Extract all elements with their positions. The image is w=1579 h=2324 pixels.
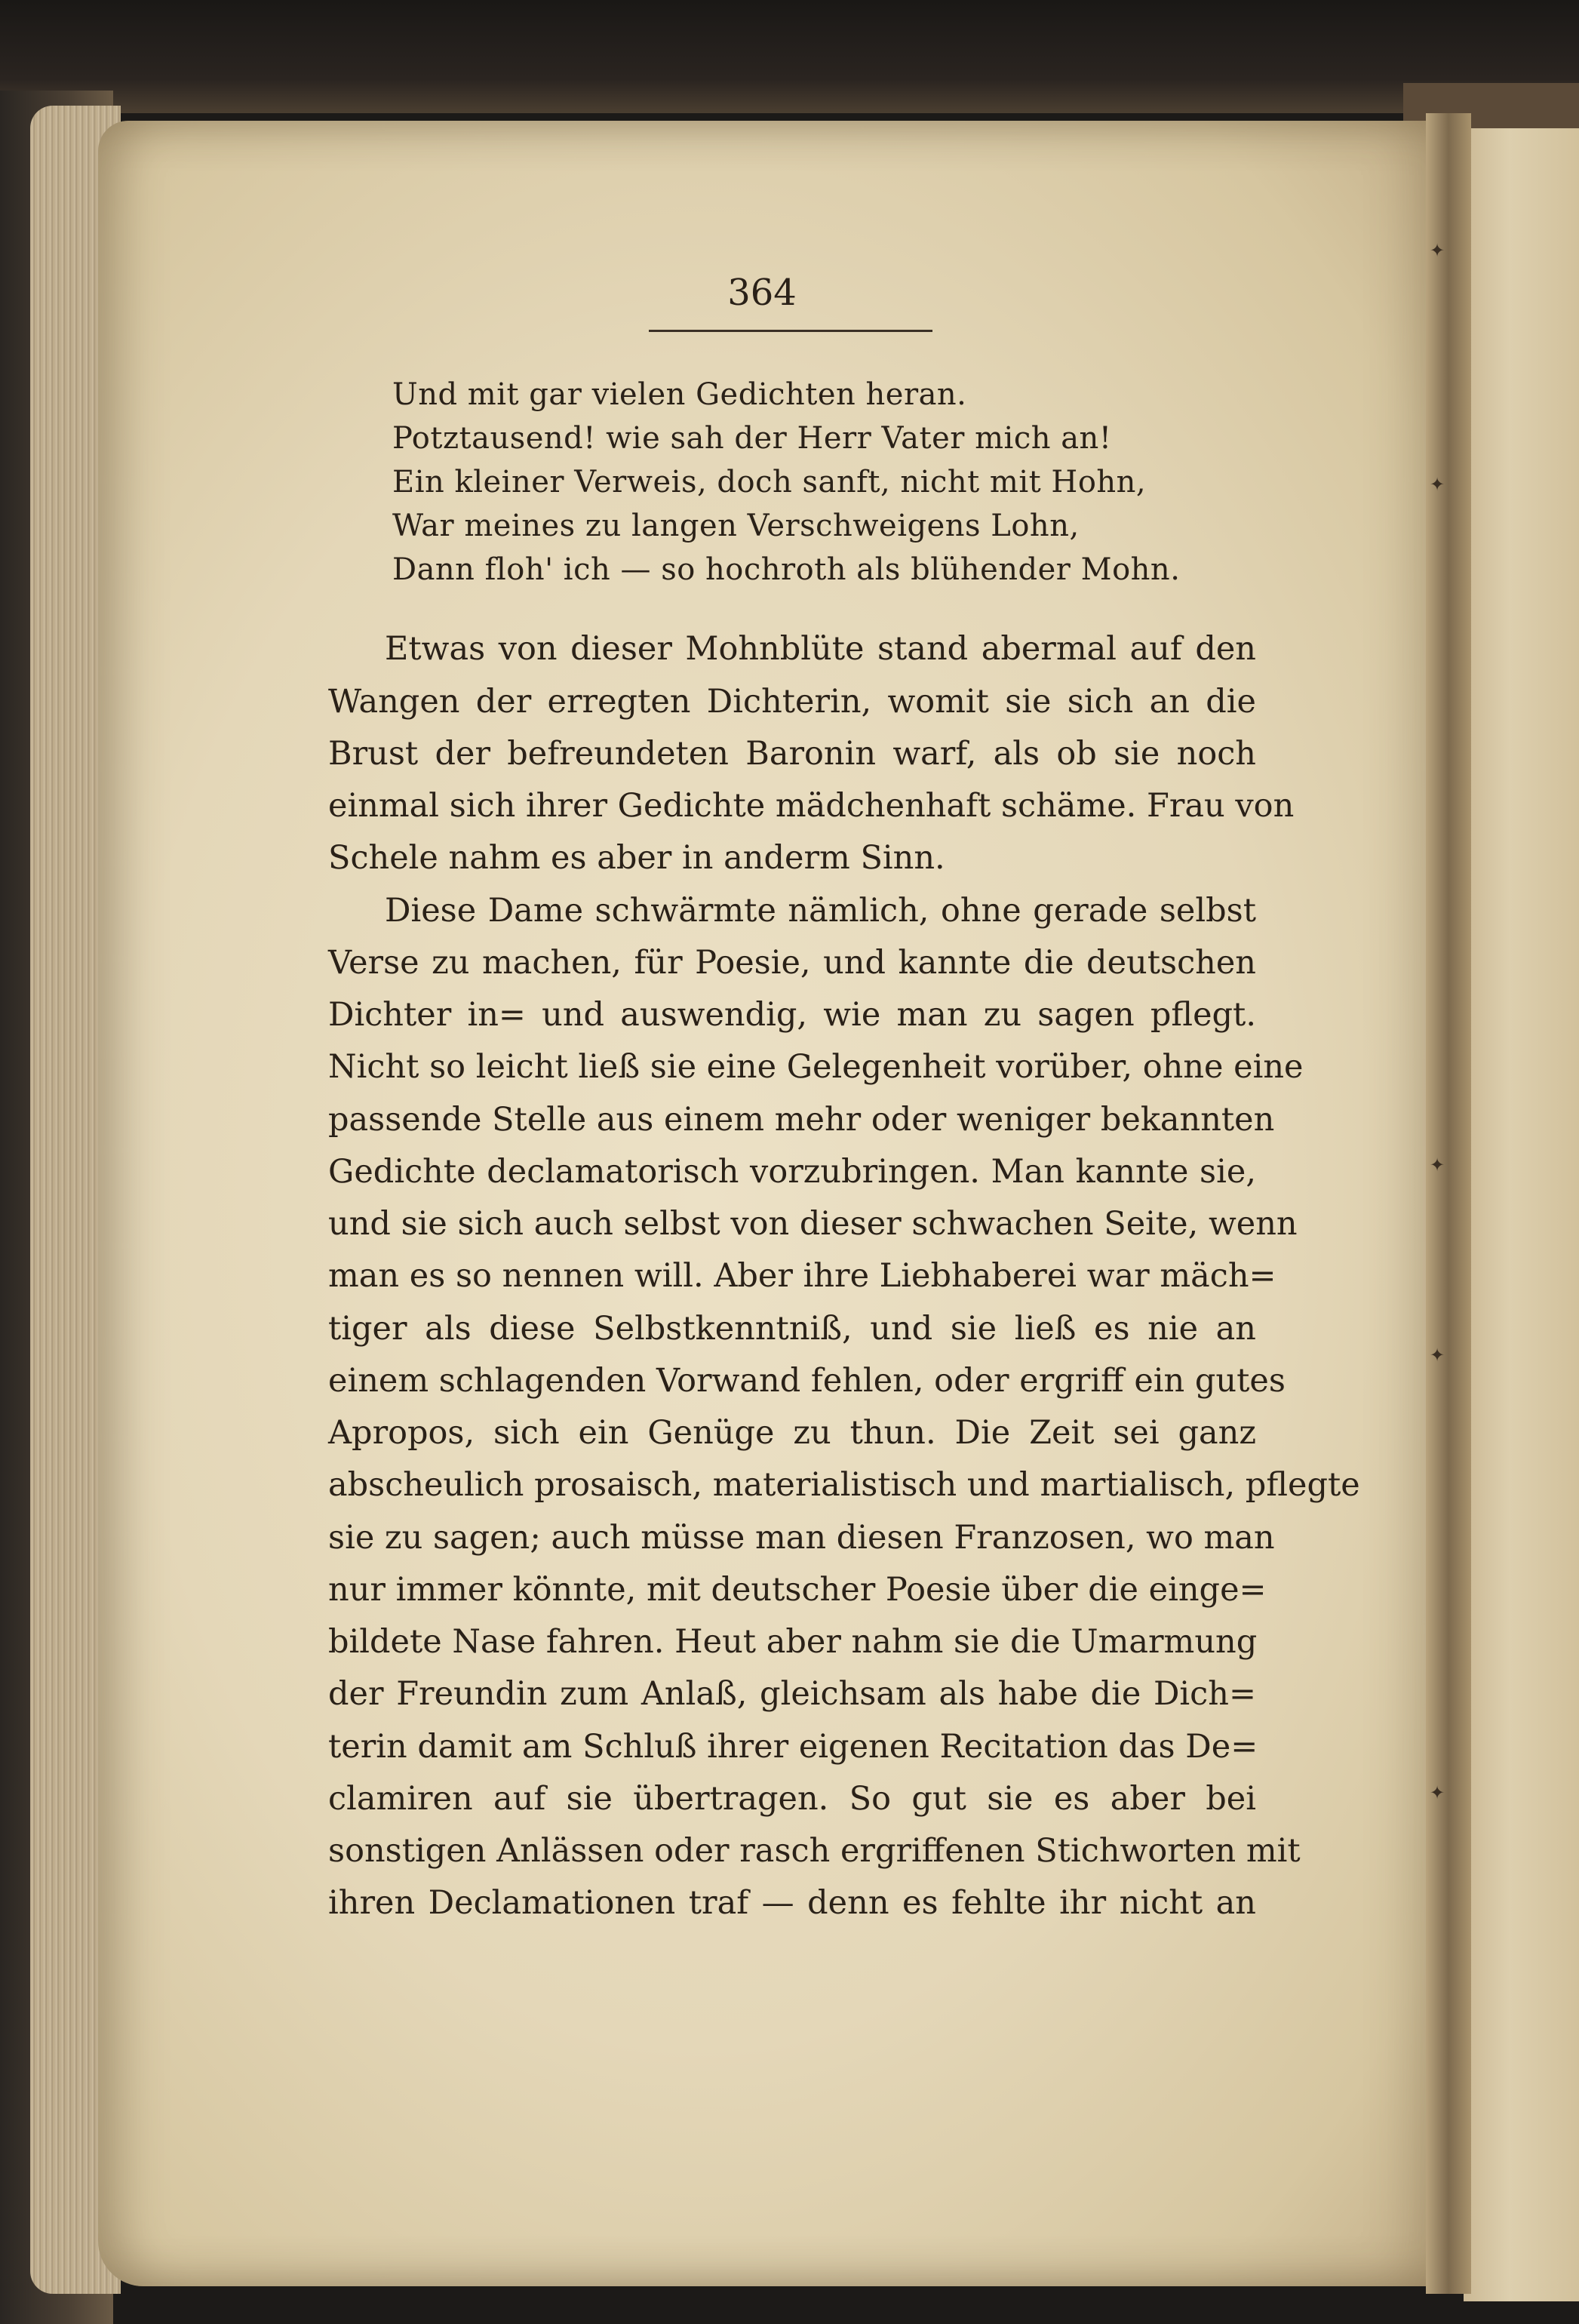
poem-line: Ein kleiner Verweis, doch sanft, nicht mit Hohn, <box>392 465 1147 500</box>
text-line: Apropos, sich ein Genüge zu thun. Die Zeit sei ganz <box>328 1414 1256 1452</box>
text-line: der Freundin zum Anlaß, gleichsam als habe die Dich= <box>328 1675 1256 1713</box>
text-line: passende Stelle aus einem mehr oder weniger bekannten <box>328 1101 1275 1139</box>
poem-line: Potztausend! wie sah der Herr Vater mich an! <box>392 421 1112 456</box>
text-line: Diese Dame schwärmte nämlich, ohne gerade selbst <box>385 892 1256 930</box>
text-line: und sie sich auch selbst von dieser schwachen Seite, wenn <box>328 1205 1298 1243</box>
text-line: ihren Declamationen traf — denn es fehlte ihr nicht an <box>328 1884 1256 1922</box>
text-line: Etwas von dieser Mohnblüte stand abermal auf den <box>385 630 1256 668</box>
poem-line: Und mit gar vielen Gedichten heran. <box>392 377 967 412</box>
facing-page-edge <box>1464 98 1579 2301</box>
margin-tick-mark: ✦ <box>1430 474 1445 495</box>
text-line: bildete Nase fahren. Heut aber nahm sie die Umarmung <box>328 1623 1258 1661</box>
text-line: sonstigen Anlässen oder rasch ergriffenen Stichworten mit <box>328 1832 1301 1870</box>
poem-line: War meines zu langen Verschweigens Lohn, <box>392 509 1080 543</box>
header-rule <box>649 330 932 332</box>
text-line: Brust der befreundeten Baronin warf, als ob sie noch <box>328 735 1256 773</box>
text-line: Nicht so leicht ließ sie eine Gelegenheit vorüber, ohne eine <box>328 1048 1304 1086</box>
text-line: clamiren auf sie übertragen. So gut sie es aber bei <box>328 1780 1256 1818</box>
text-line: terin damit am Schluß ihrer eigenen Recitation das De= <box>328 1728 1258 1766</box>
text-line: Schele nahm es aber in anderm Sinn. <box>328 839 945 877</box>
margin-tick-mark: ✦ <box>1430 1345 1445 1366</box>
text-line: abscheulich prosaisch, materialistisch und martialisch, pflegte <box>328 1466 1360 1504</box>
margin-tick-mark: ✦ <box>1430 1782 1445 1803</box>
text-line: Verse zu machen, für Poesie, und kannte die deutschen <box>328 944 1256 982</box>
text-line: Gedichte declamatorisch vorzubringen. Man kannte sie, <box>328 1153 1256 1191</box>
text-line: man es so nennen will. Aber ihre Liebhaberei war mäch= <box>328 1257 1276 1295</box>
text-line: tiger als diese Selbstkenntniß, und sie ließ es nie an <box>328 1310 1256 1348</box>
text-line: einmal sich ihrer Gedichte mädchenhaft schäme. Frau von <box>328 787 1295 825</box>
margin-tick-mark: ✦ <box>1430 1154 1445 1176</box>
background-top <box>0 0 1579 113</box>
text-line: nur immer könnte, mit deutscher Poesie über die einge= <box>328 1571 1267 1609</box>
page-number: 364 <box>727 272 797 314</box>
margin-tick-mark: ✦ <box>1430 240 1445 261</box>
text-line: Dichter in= und auswendig, wie man zu sagen pflegt. <box>328 996 1256 1034</box>
page-gutter <box>1426 113 1471 2294</box>
poem-line: Dann floh' ich — so hochroth als blühender Mohn. <box>392 552 1181 587</box>
text-line: sie zu sagen; auch müsse man diesen Franzosen, wo man <box>328 1519 1275 1557</box>
text-line: einem schlagenden Vorwand fehlen, oder ergriff ein gutes <box>328 1362 1286 1400</box>
text-line: Wangen der erregten Dichterin, womit sie sich an die <box>328 683 1256 721</box>
